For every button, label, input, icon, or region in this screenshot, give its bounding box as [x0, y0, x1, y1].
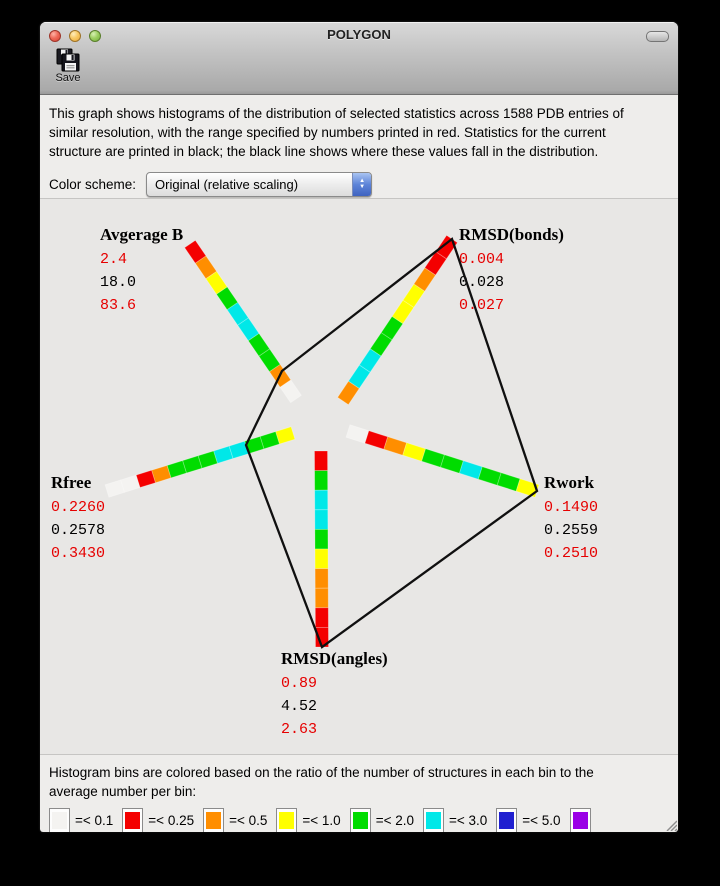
window-chrome [40, 22, 678, 95]
footer-panel [40, 755, 678, 832]
color-scheme-selected-value: Original (relative scaling) [155, 176, 299, 192]
axis-current-value: 0.2578 [51, 522, 106, 539]
legend-swatch [496, 808, 517, 832]
axis-title: Rfree [51, 473, 92, 492]
axis-current-value: 0.028 [459, 274, 505, 291]
axis-current-value: 0.2559 [544, 522, 599, 539]
legend-label: =< 2.0 [375, 813, 414, 828]
axis-title: RMSD(angles) [281, 649, 388, 668]
axis-max-value: 0.2510 [544, 545, 599, 562]
color-scheme-label: Color scheme: [49, 176, 137, 192]
legend-swatch [203, 808, 224, 832]
axis-label-rmsd-angles [281, 649, 388, 741]
toolbar [40, 48, 678, 94]
color-scheme-row [40, 163, 678, 198]
floppy-disk-icon [50, 48, 86, 72]
axis-label-rmsd-bonds [459, 225, 564, 317]
polygon-window [40, 22, 678, 832]
axis-title: Rwork [544, 473, 595, 492]
axis-max-value: 2.63 [281, 721, 318, 738]
description-text [40, 95, 678, 163]
axis-min-value: 0.89 [281, 675, 318, 692]
axis-current-value: 18.0 [100, 274, 137, 291]
axis-label-rwork [544, 473, 598, 565]
description-line: This graph shows histograms of the distribution of selected statistics across 1588 PDB entries of [49, 106, 624, 121]
up-down-arrows-icon: ▲ ▼ [352, 173, 371, 196]
axis-current-value: 4.52 [281, 698, 318, 715]
legend-label: =< 0.5 [229, 813, 268, 828]
legend-note-line: Histogram bins are colored based on the ratio of the number of structures in each bin to the [49, 765, 594, 780]
legend-row [49, 808, 669, 832]
legend-note-line: average number per bin: [49, 784, 197, 799]
axis-label-rfree [51, 473, 105, 565]
axis-max-value: 0.3430 [51, 545, 106, 562]
save-button-label: Save [55, 72, 81, 84]
legend-label: =< 3.0 [448, 813, 488, 828]
legend-note [49, 763, 669, 801]
legend-swatch [423, 808, 444, 832]
resize-grip[interactable] [664, 818, 677, 831]
axis-min-value: 0.1490 [544, 499, 599, 516]
legend-label: =< 0.25 [148, 813, 195, 828]
legend-label: =< 0.1 [75, 813, 114, 828]
legend-swatch [49, 808, 70, 832]
legend-label: =< 1.0 [302, 813, 341, 828]
legend-label: =< 5.0 [522, 813, 561, 828]
axis-title: RMSD(bonds) [459, 225, 564, 244]
axis-max-value: 0.027 [459, 297, 505, 314]
legend-swatch [570, 808, 591, 832]
description-line: structure are printed in black; the black line shows where these values fall in the distribution. [49, 144, 599, 159]
legend-swatch [276, 808, 297, 832]
color-scheme-select[interactable] [146, 172, 372, 197]
axis-min-value: 2.4 [100, 251, 128, 268]
save-button[interactable] [50, 48, 86, 84]
polygon-plot-area [40, 198, 678, 755]
legend-swatch [122, 808, 143, 832]
axis-min-value: 0.004 [459, 251, 505, 268]
axis-title: Avgerage B [100, 225, 184, 244]
window-title: POLYGON [327, 27, 391, 42]
legend-swatch [350, 808, 371, 832]
description-line: similar resolution, with the range specified by numbers printed in red. Statistics for the current [49, 125, 606, 140]
axis-label-average-b [100, 225, 183, 317]
title-bar[interactable] [40, 22, 678, 48]
axis-min-value: 0.2260 [51, 499, 106, 516]
axis-max-value: 83.6 [100, 297, 137, 314]
toolbar-toggle-button[interactable] [646, 31, 669, 42]
